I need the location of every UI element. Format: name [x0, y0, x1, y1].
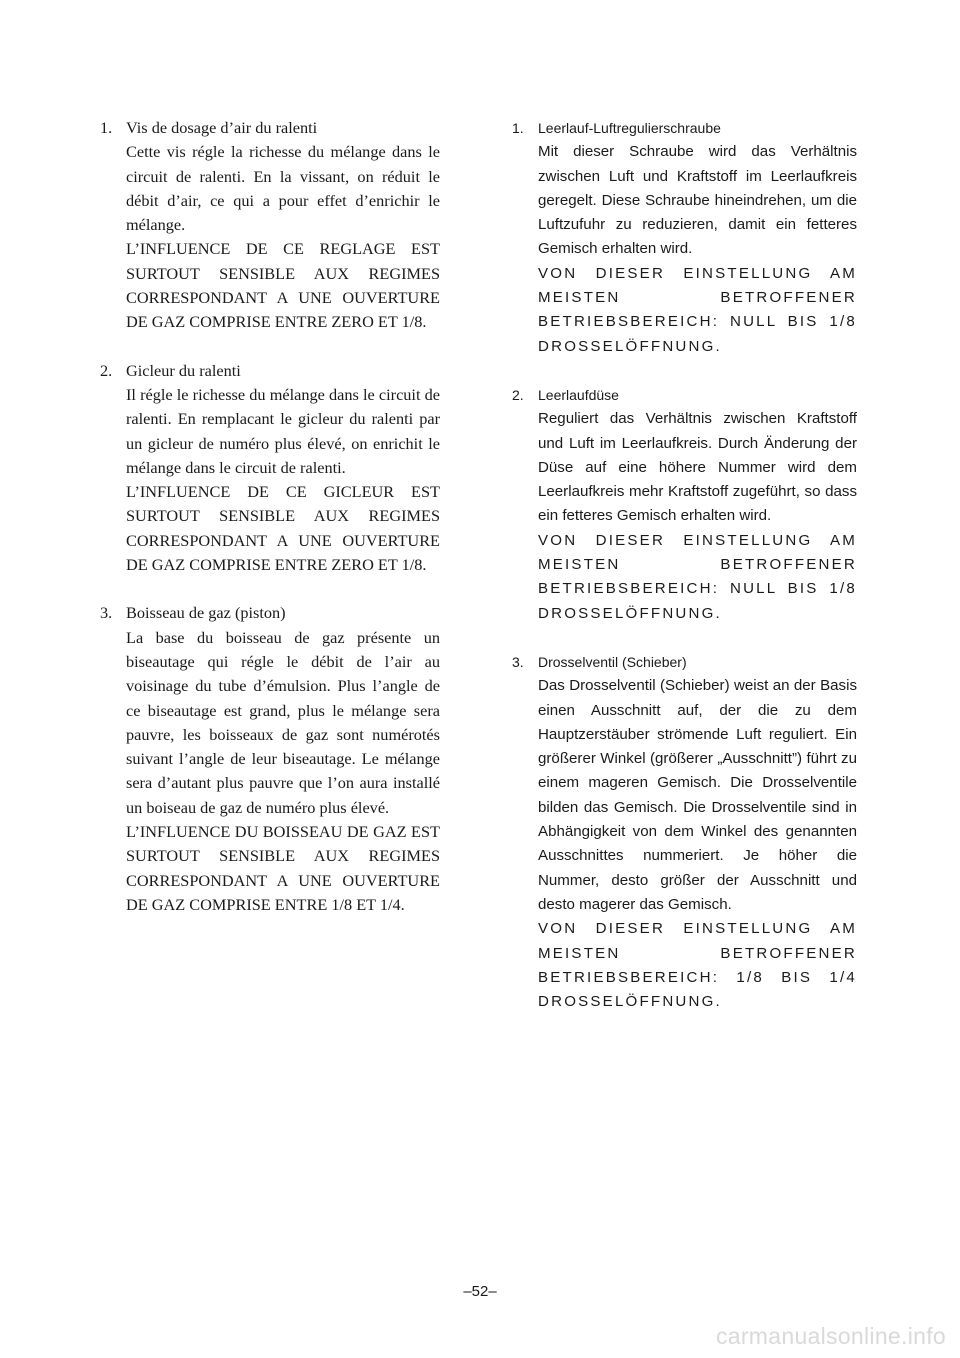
item-title: Drosselventil (Schieber) — [538, 653, 687, 670]
item-note: L’INFLUENCE DE CE REGLAGE EST SURTOUT SENSIBLE AUX REGIMES CORRESPONDANT A UNE OUVERTURE DE GAZ COMPRISE ENTRE ZERO ET 1/8. — [126, 239, 440, 332]
item-text: Mit dieser Schraube wird das Verhältnis zwischen Luft und Kraftstoff im Leerlaufkreis geregelt. Diese Schraube hineindrehen, um die Luftzufuhr zu reduzieren, damit ein fetteres Gemisch erhalten wird. — [538, 143, 857, 258]
item-title: Vis de dosage d’air du ralenti — [126, 118, 318, 137]
item-note: L’INFLUENCE DU BOISSEAU DE GAZ EST SURTOUT SENSIBLE AUX REGIMES CORRESPONDANT A UNE OUVERTURE DE GAZ COMPRISE ENTRE 1/8 ET 1/4. — [126, 822, 440, 914]
french-item-2 — [100, 359, 440, 578]
french-item-3 — [100, 601, 440, 917]
german-column — [512, 116, 857, 1038]
item-note: VON DIESER EINSTELLUNG AM MEISTEN BETROFFENER BETRIEBSBEREICH: NULL BIS 1/8 DROSSELÖFFNUNG. — [538, 264, 857, 355]
item-title: Leerlaufdüse — [538, 386, 619, 403]
item-number: 1. — [512, 120, 524, 136]
page-number: –52– — [463, 1283, 497, 1300]
item-text: Cette vis régle la richesse du mélange dans le circuit de ralenti. En la vissant, on réduit le débit d’air, ce qui a pour effet d’enrichir le mélange. — [126, 142, 440, 235]
french-column — [100, 116, 440, 941]
item-number: 3. — [512, 653, 524, 670]
german-item-2 — [512, 383, 857, 626]
item-title: Leerlauf-Luftregulierschraube — [538, 120, 721, 136]
item-title: Boisseau de gaz (piston) — [126, 603, 286, 623]
german-item-3 — [512, 650, 857, 1014]
item-title: Gicleur du ralenti — [126, 360, 241, 380]
item-text: Das Drosselventil (Schieber) weist an der Basis einen Ausschnitt auf, der die zu dem Hauptzerstäuber strömende Luft reguliert. Ein größerer Winkel (größerer „Ausschnitt”) führt zu einem mageren Gemisch. Die Drosselventile bilden das Gemisch. Die Drosselventile sind in Abhängigkeit von dem Winkel des genannten Ausschnittes nummeriert. Je höher die Nummer, desto größer der Ausschnitt und desto magerer das Gemisch. — [538, 677, 857, 913]
item-note: VON DIESER EINSTELLUNG AM MEISTEN BETROFFENER BETRIEBSBEREICH: 1/8 BIS 1/4 DROSSELÖFFNUNG. — [538, 920, 857, 1011]
item-text: Il régle le richesse du mélange dans le circuit de ralenti. En remplacant le gicleur du ralenti par un gicleur de numéro plus élevé, on enrichit le mélange dans le circuit de ralenti. — [126, 384, 440, 477]
item-note: L’INFLUENCE DE CE GICLEUR EST SURTOUT SENSIBLE AUX REGIMES CORRESPONDANT A UNE OUVERTURE DE GAZ COMPRISE ENTRE ZERO ET 1/8. — [126, 482, 440, 575]
item-number: 2. — [100, 360, 113, 380]
item-number: 1. — [100, 118, 113, 137]
item-number: 2. — [512, 386, 524, 403]
item-note: VON DIESER EINSTELLUNG AM MEISTEN BETROFFENER BETRIEBSBEREICH: NULL BIS 1/8 DROSSELÖFFNUNG. — [538, 531, 857, 622]
german-item-1 — [512, 116, 857, 359]
item-number: 3. — [100, 603, 113, 623]
item-text: La base du boisseau de gaz présente un biseautage qui régle le débit de l’air au voisinage du tube d’émulsion. Plus l’angle de ce biseautage est grand, plus le mélange sera pauvre, les boisseaux de gaz sont numérotés suivant l’angle de leur biseautage. Le mélange sera d’autant plus pauvre que l’on aura installé un boiseau de gaz de numéro plus élevé. — [126, 627, 440, 817]
french-item-1 — [100, 116, 440, 335]
item-text: Reguliert das Verhältnis zwischen Kraftstoff und Luft im Leerlaufkreis. Durch Änderung der Düse auf eine höhere Nummer wird dem Leerlaufkreis mehr Kraftstoff zugeführt, so dass ein fetteres Gemisch erhalten wird. — [538, 410, 857, 525]
watermark: carmanualsonline.info — [715, 1323, 946, 1349]
